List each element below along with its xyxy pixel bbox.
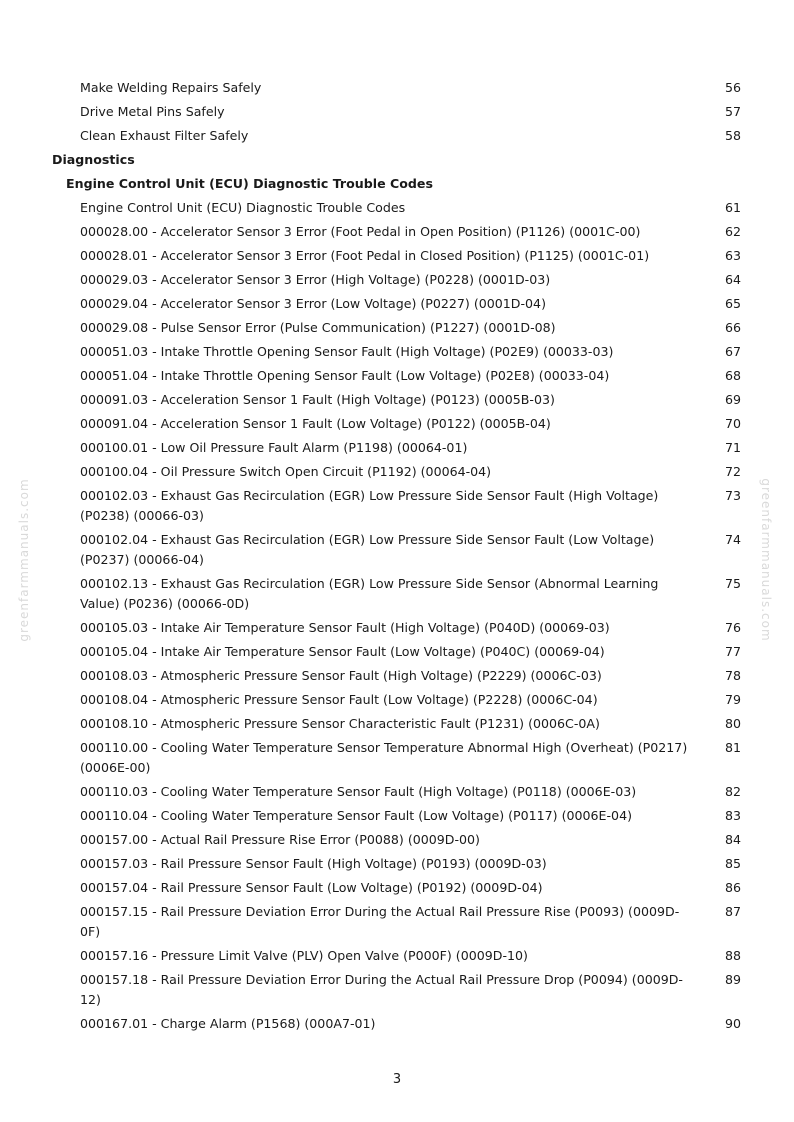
toc-entry-title: Engine Control Unit (ECU) Diagnostic Trouble Codes xyxy=(66,176,433,191)
toc-entry-title: 000110.04 - Cooling Water Temperature Sensor Fault (Low Voltage) (P0117) (0006E-04) xyxy=(80,808,632,823)
toc-entry-page: 89 xyxy=(724,972,741,987)
toc-entry-page: 72 xyxy=(724,464,741,479)
toc-entry[interactable] xyxy=(0,318,794,338)
toc-entry[interactable] xyxy=(0,390,794,410)
toc-entry[interactable] xyxy=(0,970,794,1010)
toc-entry-title: 000100.04 - Oil Pressure Switch Open Circuit (P1192) (00064-04) xyxy=(80,464,492,479)
toc-entry[interactable] xyxy=(0,530,794,570)
toc-entry[interactable] xyxy=(0,294,794,314)
toc-entry[interactable] xyxy=(0,270,794,290)
watermark-left: greenfarmmanuals.com xyxy=(17,478,31,642)
toc-entry[interactable] xyxy=(0,198,794,218)
toc-entry[interactable] xyxy=(0,854,794,874)
toc-entry-title: 000051.04 - Intake Throttle Opening Sensor Fault (Low Voltage) (P02E8) (00033-04) xyxy=(80,368,610,383)
toc-entry-title: 000157.00 - Actual Rail Pressure Rise Error (P0088) (0009D-00) xyxy=(80,832,480,847)
toc-entry-title: 000157.16 - Pressure Limit Valve (PLV) Open Valve (P000F) (0009D-10) xyxy=(80,948,528,963)
toc-entry[interactable] xyxy=(0,366,794,386)
toc-entry-title: 000157.03 - Rail Pressure Sensor Fault (High Voltage) (P0193) (0009D-03) xyxy=(80,856,547,871)
toc-entry-page: 62 xyxy=(724,224,741,239)
toc-entry-page: 85 xyxy=(724,856,741,871)
toc-entry-title: Make Welding Repairs Safely xyxy=(80,80,262,95)
toc-entry[interactable] xyxy=(0,462,794,482)
table-of-contents xyxy=(0,78,794,1038)
watermark-right: greenfarmmanuals.com xyxy=(759,478,773,642)
toc-entry[interactable] xyxy=(0,830,794,850)
toc-entry[interactable] xyxy=(0,642,794,662)
toc-entry-page: 88 xyxy=(724,948,741,963)
toc-entry-page: 68 xyxy=(724,368,741,383)
toc-entry-title: 000102.13 - Exhaust Gas Recirculation (EGR) Low Pressure Side Sensor (Abnormal Learning Value) (P0236) (00066-0D) xyxy=(80,576,659,611)
toc-entry-title: 000091.04 - Acceleration Sensor 1 Fault (Low Voltage) (P0122) (0005B-04) xyxy=(80,416,551,431)
toc-entry-page: 70 xyxy=(724,416,741,431)
toc-entry[interactable] xyxy=(0,1014,794,1034)
toc-entry-title: 000029.03 - Accelerator Sensor 3 Error (High Voltage) (P0228) (0001D-03) xyxy=(80,272,551,287)
toc-subsection-heading[interactable] xyxy=(0,174,794,194)
toc-entry-page: 78 xyxy=(724,668,741,683)
toc-entry-title: 000100.01 - Low Oil Pressure Fault Alarm (P1198) (00064-01) xyxy=(80,440,468,455)
toc-entry-page: 75 xyxy=(724,576,741,591)
toc-entry-title: 000091.03 - Acceleration Sensor 1 Fault (High Voltage) (P0123) (0005B-03) xyxy=(80,392,555,407)
toc-entry-page: 65 xyxy=(724,296,741,311)
toc-entry-title: 000051.03 - Intake Throttle Opening Sensor Fault (High Voltage) (P02E9) (00033-03) xyxy=(80,344,614,359)
toc-entry-page: 58 xyxy=(724,128,741,143)
toc-entry-title: 000102.03 - Exhaust Gas Recirculation (EGR) Low Pressure Side Sensor Fault (High Voltage) (P0238) (00066-03) xyxy=(80,488,659,523)
toc-entry[interactable] xyxy=(0,714,794,734)
toc-entry[interactable] xyxy=(0,126,794,146)
toc-entry-title: 000167.01 - Charge Alarm (P1568) (000A7-01) xyxy=(80,1016,376,1031)
toc-entry-page: 79 xyxy=(724,692,741,707)
toc-entry[interactable] xyxy=(0,486,794,526)
toc-entry[interactable] xyxy=(0,690,794,710)
toc-entry[interactable] xyxy=(0,946,794,966)
toc-entry[interactable] xyxy=(0,574,794,614)
toc-entry-page: 80 xyxy=(724,716,741,731)
toc-entry[interactable] xyxy=(0,666,794,686)
toc-entry-title: 000105.03 - Intake Air Temperature Sensor Fault (High Voltage) (P040D) (00069-03) xyxy=(80,620,610,635)
toc-entry-title: 000105.04 - Intake Air Temperature Sensor Fault (Low Voltage) (P040C) (00069-04) xyxy=(80,644,605,659)
toc-entry-title: 000028.00 - Accelerator Sensor 3 Error (Foot Pedal in Open Position) (P1126) (0001C-00) xyxy=(80,224,641,239)
toc-entry-page: 73 xyxy=(724,488,741,503)
toc-entry[interactable] xyxy=(0,738,794,778)
toc-entry-page: 63 xyxy=(724,248,741,263)
toc-entry-title: 000108.10 - Atmospheric Pressure Sensor Characteristic Fault (P1231) (0006C-0A) xyxy=(80,716,600,731)
toc-entry-page: 71 xyxy=(724,440,741,455)
toc-entry[interactable] xyxy=(0,618,794,638)
toc-entry[interactable] xyxy=(0,342,794,362)
toc-entry[interactable] xyxy=(0,806,794,826)
toc-entry-title: 000157.18 - Rail Pressure Deviation Error During the Actual Rail Pressure Drop (P0094) (0009D-12) xyxy=(80,972,683,1007)
toc-entry-page: 84 xyxy=(724,832,741,847)
toc-entry-title: 000110.00 - Cooling Water Temperature Sensor Temperature Abnormal High (Overheat) (P0217) (0006E-00) xyxy=(80,740,688,775)
toc-entry-title: 000108.03 - Atmospheric Pressure Sensor Fault (High Voltage) (P2229) (0006C-03) xyxy=(80,668,602,683)
toc-entry-title: 000029.08 - Pulse Sensor Error (Pulse Communication) (P1227) (0001D-08) xyxy=(80,320,556,335)
toc-entry-page: 69 xyxy=(724,392,741,407)
toc-entry-title: Drive Metal Pins Safely xyxy=(80,104,225,119)
toc-entry-page: 83 xyxy=(724,808,741,823)
toc-entry-title: 000157.15 - Rail Pressure Deviation Error During the Actual Rail Pressure Rise (P0093) (0009D-0F) xyxy=(80,904,680,939)
toc-entry-page: 76 xyxy=(724,620,741,635)
toc-entry-page: 87 xyxy=(724,904,741,919)
toc-entry-page: 82 xyxy=(724,784,741,799)
toc-entry[interactable] xyxy=(0,878,794,898)
toc-entry-page: 77 xyxy=(724,644,741,659)
toc-entry-title: 000110.03 - Cooling Water Temperature Sensor Fault (High Voltage) (P0118) (0006E-03) xyxy=(80,784,637,799)
toc-entry-page: 74 xyxy=(724,532,741,547)
toc-entry-page: 61 xyxy=(724,200,741,215)
toc-entry[interactable] xyxy=(0,902,794,942)
toc-entry-page: 66 xyxy=(724,320,741,335)
toc-entry-page: 67 xyxy=(724,344,741,359)
toc-entry[interactable] xyxy=(0,414,794,434)
toc-entry-page: 64 xyxy=(724,272,741,287)
toc-section-heading[interactable] xyxy=(0,150,794,170)
toc-entry-page: 90 xyxy=(724,1016,741,1031)
page-number: 3 xyxy=(392,1072,402,1087)
toc-entry-title: 000157.04 - Rail Pressure Sensor Fault (Low Voltage) (P0192) (0009D-04) xyxy=(80,880,543,895)
toc-entry-title: Engine Control Unit (ECU) Diagnostic Trouble Codes xyxy=(80,200,406,215)
toc-entry-title: 000108.04 - Atmospheric Pressure Sensor Fault (Low Voltage) (P2228) (0006C-04) xyxy=(80,692,598,707)
toc-entry-title: 000102.04 - Exhaust Gas Recirculation (EGR) Low Pressure Side Sensor Fault (Low Voltage) (P0237) (00066-04) xyxy=(80,532,655,567)
toc-entry[interactable] xyxy=(0,102,794,122)
toc-entry-page: 81 xyxy=(724,740,741,755)
toc-entry-title: 000029.04 - Accelerator Sensor 3 Error (Low Voltage) (P0227) (0001D-04) xyxy=(80,296,546,311)
toc-entry[interactable] xyxy=(0,246,794,266)
toc-entry-page: 57 xyxy=(724,104,741,119)
toc-entry-title: Diagnostics xyxy=(52,152,135,167)
toc-entry[interactable] xyxy=(0,782,794,802)
toc-entry[interactable] xyxy=(0,78,794,98)
toc-entry[interactable] xyxy=(0,222,794,242)
toc-entry-title: 000028.01 - Accelerator Sensor 3 Error (Foot Pedal in Closed Position) (P1125) (0001C-01) xyxy=(80,248,650,263)
toc-entry-title: Clean Exhaust Filter Safely xyxy=(80,128,249,143)
toc-entry-page: 56 xyxy=(724,80,741,95)
toc-entry-page: 86 xyxy=(724,880,741,895)
toc-entry[interactable] xyxy=(0,438,794,458)
